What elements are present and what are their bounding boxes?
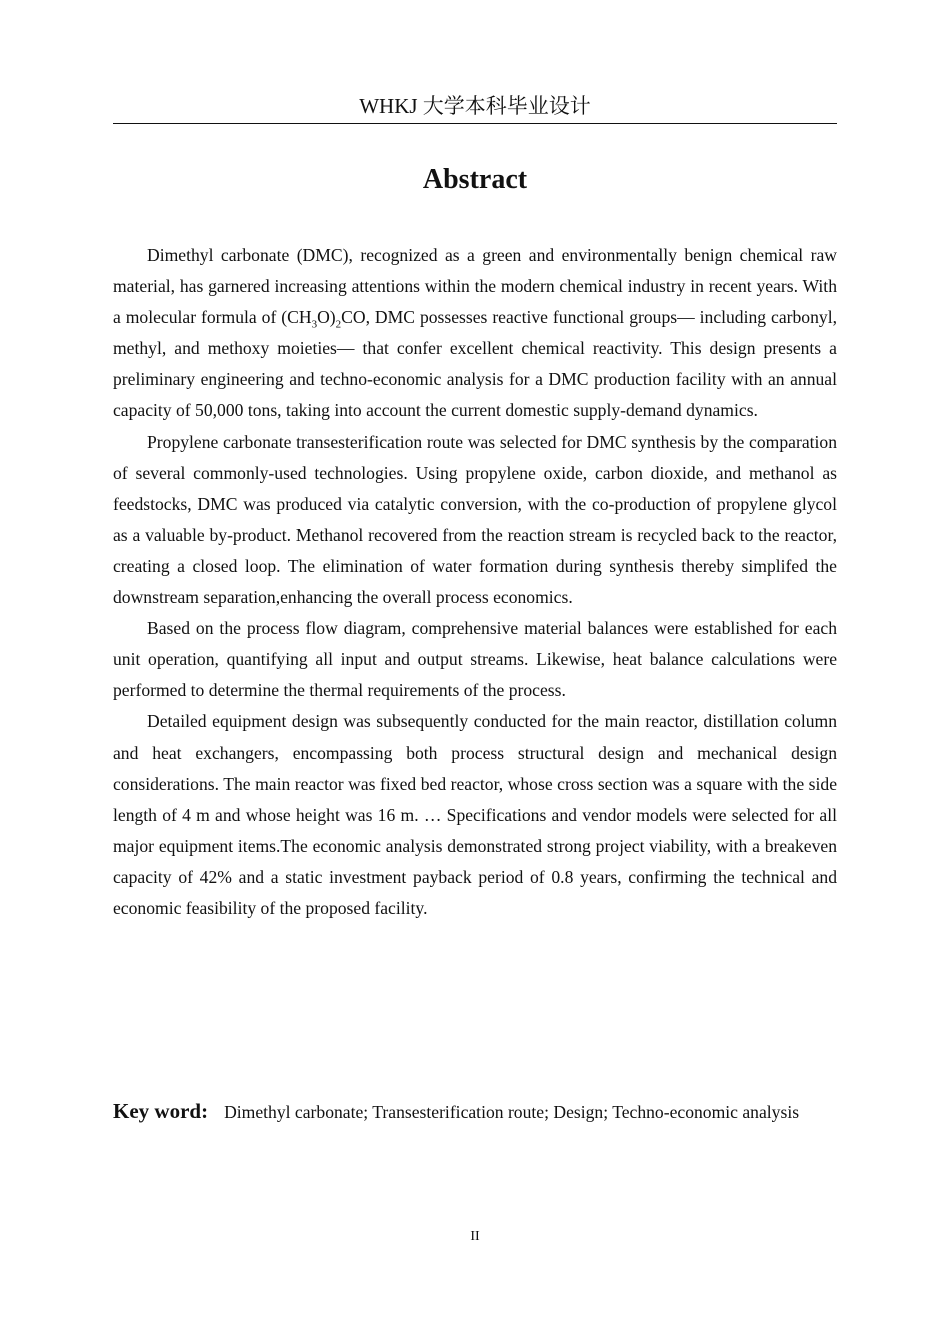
- paragraph-1-text-a: Dimethyl carbonate (DMC), recognized as a green and environmentally benign chemical raw material, has garnered increasing attentions within the modern chemical industry in recent years. With a molecular formula of (CH: [113, 245, 837, 328]
- subscript-3: 3: [311, 318, 318, 331]
- abstract-title: Abstract: [422, 164, 528, 195]
- abstract-paragraph-4: Detailed equipment design was subsequently conducted for the main reactor, distillation column and heat exchangers, encompassing both process structural design and mechanical design considerations. The main reactor was fixed bed reactor, whose cross section was a square with the side length of 4 m and whose height was 16 m. … Specifications and vendor models were selected for all major equipment items.The economic analysis demonstrated strong project viability, with a breakeven capacity of 42% and a static investment payback period of 0.8 years, confirming the technical and economic feasibility of the proposed facility.: [113, 711, 837, 918]
- keywords-block: [113, 1090, 837, 1134]
- abstract-paragraph-2: Propylene carbonate transesterification route was selected for DMC synthesis by the comparation of several commonly-used technologies. Using propylene oxide, carbon dioxide, and methanol as feedstocks, DMC was produced via catalytic conversion, with the co-production of propylene glycol as a valuable by-product. Methanol recovered from the reaction stream is recycled back to the reactor, creating a closed loop. The elimination of water formation during synthesis thereby simplifed the downstream separation,enhancing the overall process economics.: [113, 431, 837, 608]
- abstract-body: [113, 240, 837, 924]
- abstract-paragraph-1: [113, 240, 837, 427]
- subscript-2: 2: [335, 318, 342, 331]
- page-number: II: [470, 1229, 480, 1244]
- paragraph-1-text-c: CO, DMC possesses reactive functional groups— including carbonyl, methyl, and methoxy moieties— that confer excellent chemical reactivity. This design presents a preliminary engineering and techno-economic analysis for a DMC production facility with an annual capacity of 50,000 tons, taking into account the current domestic supply-demand dynamics.: [113, 307, 837, 421]
- running-header: WHKJ 大学本科毕业设计: [359, 94, 591, 118]
- abstract-paragraph-3: Based on the process flow diagram, comprehensive material balances were established for each unit operation, quantifying all input and output streams. Likewise, heat balance calculations were performed to determine the thermal requirements of the process.: [113, 618, 837, 701]
- paragraph-1-text-b: O): [317, 307, 336, 328]
- keywords-text: Dimethyl carbonate; Transesterification route; Design; Techno-economic analysis: [224, 1102, 800, 1122]
- keywords-label: Key word:: [113, 1099, 209, 1123]
- header-rule: [113, 123, 837, 124]
